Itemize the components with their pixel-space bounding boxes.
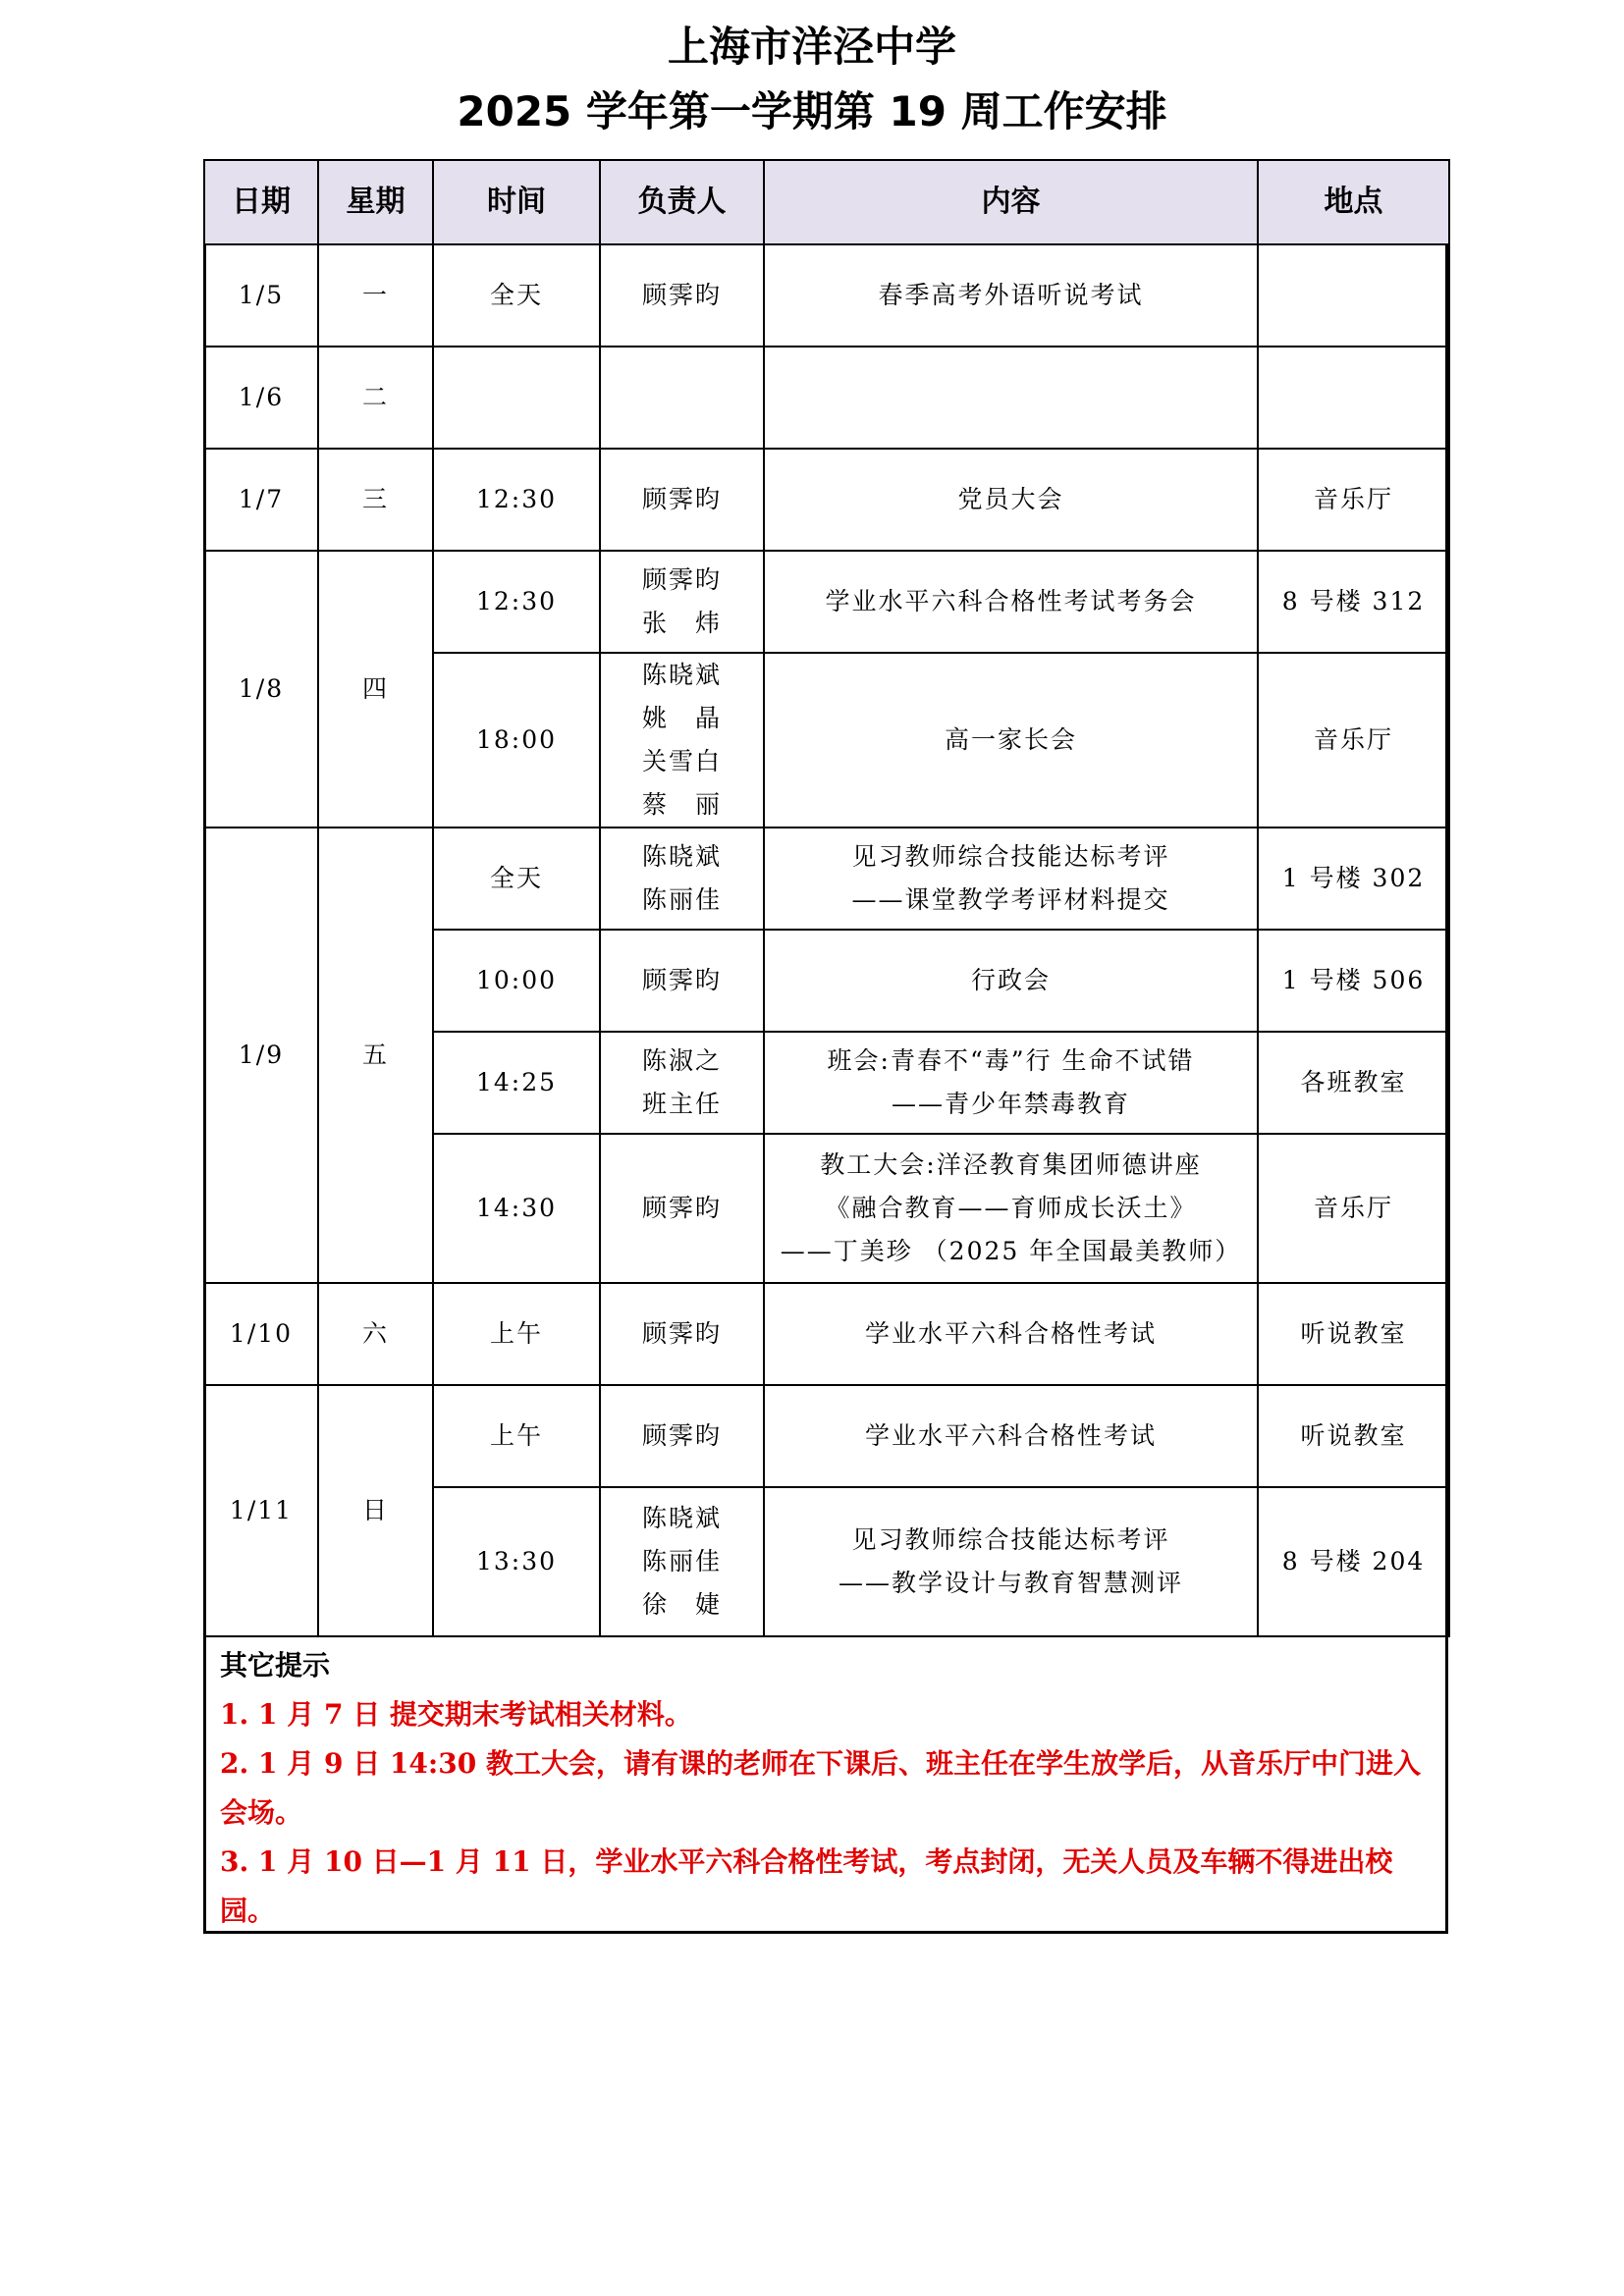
content-line: 见习教师综合技能达标考评 xyxy=(851,1525,1170,1554)
page-subtitle: 2025 学年第一学期第 19 周工作安排 xyxy=(457,87,1167,135)
time-cell: 全天 xyxy=(433,828,600,930)
content-line: 学业水平六科合格性考试考务会 xyxy=(825,587,1197,615)
person-name: 陈丽佳 xyxy=(641,1547,722,1575)
place-cell: 1 号楼 506 xyxy=(1258,930,1449,1032)
place-cell: 听说教室 xyxy=(1258,1385,1449,1487)
person-name: 陈晓斌 xyxy=(641,1504,722,1532)
content-line: ——课堂教学考评材料提交 xyxy=(851,885,1170,914)
person-name: 关雪白 xyxy=(641,747,722,775)
header-date: 日期 xyxy=(204,160,318,244)
header-person: 负责人 xyxy=(600,160,764,244)
person-cell xyxy=(600,1385,764,1487)
content-cell xyxy=(764,1385,1258,1487)
time-cell: 14:25 xyxy=(433,1032,600,1134)
place-cell xyxy=(1258,347,1449,449)
person-name: 顾霁昀 xyxy=(641,281,722,309)
table-row xyxy=(204,244,1449,347)
weekday-cell: 三 xyxy=(318,449,433,551)
page-title: 上海市洋泾中学 xyxy=(667,23,956,71)
notes-heading: 其它提示 xyxy=(220,1649,331,1682)
schedule-table xyxy=(203,159,1450,1637)
date-cell: 1/11 xyxy=(204,1385,318,1636)
content-line: 班会:青春不“毒”行 生命不试错 xyxy=(827,1046,1195,1075)
header-content: 内容 xyxy=(764,160,1258,244)
person-name: 顾霁昀 xyxy=(641,565,722,594)
content-cell xyxy=(764,828,1258,930)
weekday-cell: 六 xyxy=(318,1283,433,1385)
content-line: 学业水平六科合格性考试 xyxy=(864,1421,1157,1450)
place-cell: 音乐厅 xyxy=(1258,449,1449,551)
person-cell xyxy=(600,1134,764,1283)
person-name: 顾霁昀 xyxy=(641,1319,722,1348)
person-name: 顾霁昀 xyxy=(641,966,722,994)
table-row xyxy=(204,347,1449,449)
notes-section xyxy=(220,1641,1437,1936)
place-cell: 听说教室 xyxy=(1258,1283,1449,1385)
content-cell xyxy=(764,551,1258,653)
date-cell: 1/6 xyxy=(204,347,318,449)
date-cell: 1/7 xyxy=(204,449,318,551)
content-line: ——青少年禁毒教育 xyxy=(891,1090,1130,1118)
person-cell xyxy=(600,653,764,828)
table-row xyxy=(204,1283,1449,1385)
content-line: 学业水平六科合格性考试 xyxy=(864,1319,1157,1348)
person-name: 班主任 xyxy=(641,1090,722,1118)
place-cell: 8 号楼 312 xyxy=(1258,551,1449,653)
content-line: 《融合教育——育师成长沃土》 xyxy=(825,1194,1197,1222)
time-cell: 13:30 xyxy=(433,1487,600,1636)
time-cell: 上午 xyxy=(433,1385,600,1487)
header-time: 时间 xyxy=(433,160,600,244)
person-name: 陈晓斌 xyxy=(641,842,722,871)
place-cell: 1 号楼 302 xyxy=(1258,828,1449,930)
person-cell xyxy=(600,1487,764,1636)
weekday-cell: 日 xyxy=(318,1385,433,1636)
person-cell xyxy=(600,347,764,449)
table-row xyxy=(204,449,1449,551)
content-line: ——教学设计与教育智慧测评 xyxy=(838,1569,1183,1597)
header-weekday: 星期 xyxy=(318,160,433,244)
content-cell xyxy=(764,244,1258,347)
place-cell: 各班教室 xyxy=(1258,1032,1449,1134)
content-line: 教工大会:洋泾教育集团师德讲座 xyxy=(820,1150,1202,1179)
note-item: 1. 1 月 7 日 提交期末考试相关材料。 xyxy=(220,1698,692,1731)
content-line: 春季高考外语听说考试 xyxy=(878,281,1144,309)
weekday-cell: 四 xyxy=(318,551,433,828)
place-cell: 8 号楼 204 xyxy=(1258,1487,1449,1636)
person-name: 陈丽佳 xyxy=(641,885,722,914)
content-line: 行政会 xyxy=(970,966,1051,994)
time-cell xyxy=(433,347,600,449)
weekday-cell: 二 xyxy=(318,347,433,449)
person-name: 张 炜 xyxy=(641,609,722,637)
person-name: 徐 婕 xyxy=(641,1590,722,1619)
weekday-cell: 五 xyxy=(318,828,433,1283)
person-name: 陈淑之 xyxy=(641,1046,722,1075)
time-cell: 12:30 xyxy=(433,551,600,653)
table-row xyxy=(204,1385,1449,1487)
content-cell xyxy=(764,347,1258,449)
table-row xyxy=(204,828,1449,930)
note-item: 3. 1 月 10 日—1 月 11 日，学业水平六科合格性考试，考点封闭，无关人员及车辆不得进出校园。 xyxy=(220,1845,1393,1927)
person-name: 顾霁昀 xyxy=(641,1194,722,1222)
content-cell xyxy=(764,1283,1258,1385)
time-cell: 全天 xyxy=(433,244,600,347)
person-cell xyxy=(600,1032,764,1134)
person-name: 顾霁昀 xyxy=(641,1421,722,1450)
time-cell: 10:00 xyxy=(433,930,600,1032)
date-cell: 1/8 xyxy=(204,551,318,828)
date-cell: 1/5 xyxy=(204,244,318,347)
content-cell xyxy=(764,449,1258,551)
time-cell: 18:00 xyxy=(433,653,600,828)
person-name: 蔡 丽 xyxy=(641,790,722,819)
person-cell xyxy=(600,449,764,551)
person-name: 顾霁昀 xyxy=(641,485,722,513)
person-cell xyxy=(600,1283,764,1385)
person-name: 陈晓斌 xyxy=(641,661,722,689)
content-line: 见习教师综合技能达标考评 xyxy=(851,842,1170,871)
table-header-row xyxy=(204,160,1449,244)
person-cell xyxy=(600,828,764,930)
date-cell: 1/9 xyxy=(204,828,318,1283)
time-cell: 上午 xyxy=(433,1283,600,1385)
person-cell xyxy=(600,551,764,653)
time-cell: 12:30 xyxy=(433,449,600,551)
content-cell xyxy=(764,1487,1258,1636)
note-item: 2. 1 月 9 日 14:30 教工大会，请有课的老师在下课后、班主任在学生放学后，从音乐厅中门进入会场。 xyxy=(220,1747,1421,1829)
table-row xyxy=(204,551,1449,653)
content-cell xyxy=(764,1032,1258,1134)
place-cell: 音乐厅 xyxy=(1258,1134,1449,1283)
place-cell: 音乐厅 xyxy=(1258,653,1449,828)
person-name: 姚 晶 xyxy=(641,704,722,732)
content-cell xyxy=(764,653,1258,828)
date-cell: 1/10 xyxy=(204,1283,318,1385)
place-cell xyxy=(1258,244,1449,347)
content-line: 高一家长会 xyxy=(944,725,1077,754)
content-line: 党员大会 xyxy=(957,485,1064,513)
person-cell xyxy=(600,244,764,347)
content-cell xyxy=(764,930,1258,1032)
person-cell xyxy=(600,930,764,1032)
time-cell: 14:30 xyxy=(433,1134,600,1283)
header-place: 地点 xyxy=(1258,160,1449,244)
weekday-cell: 一 xyxy=(318,244,433,347)
content-cell xyxy=(764,1134,1258,1283)
content-line: ——丁美珍 （2025 年全国最美教师） xyxy=(780,1237,1242,1265)
